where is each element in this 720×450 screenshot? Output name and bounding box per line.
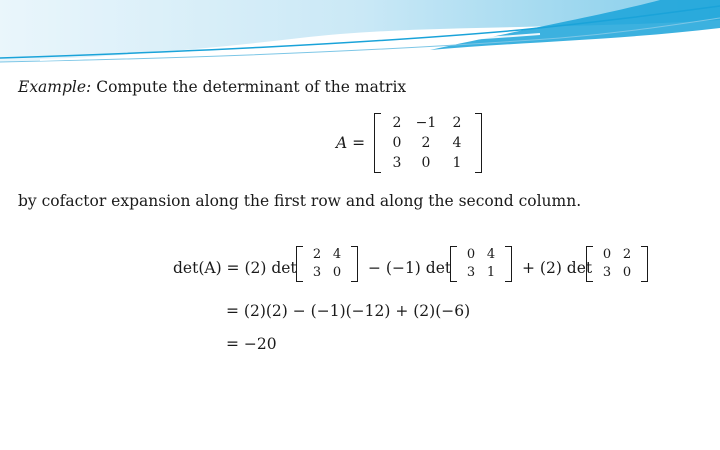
intro-line xyxy=(18,78,406,96)
matrix-cell: −1 xyxy=(415,115,437,131)
example-label: Example: xyxy=(18,78,92,96)
expansion-mid-2: + (2) det xyxy=(522,259,593,277)
intro-text: Compute the determinant of the matrix xyxy=(91,78,407,96)
minor-3 xyxy=(586,246,648,282)
matrix-cell: 4 xyxy=(452,135,462,151)
matrix-cell: 0 xyxy=(622,265,632,280)
matrix-cell: 3 xyxy=(466,265,476,280)
matrix-cell: 0 xyxy=(421,155,431,171)
matrix-cell: 3 xyxy=(602,265,612,280)
matrix-a-lhs: A = xyxy=(336,134,366,152)
matrix-a-cells xyxy=(381,113,475,173)
minor-1-cells xyxy=(303,246,351,282)
matrix-cell: 0 xyxy=(466,247,476,262)
minor-2 xyxy=(450,246,512,282)
expansion-lhs: det(A) = (2) det xyxy=(173,259,297,277)
matrix-cell: 2 xyxy=(392,115,402,131)
cofactor-sentence: by cofactor expansion along the first row and along the second column. xyxy=(18,192,582,210)
expansion-mid-1: − (−1) det xyxy=(368,259,452,277)
matrix-cell: 3 xyxy=(312,265,322,280)
minor-3-cells xyxy=(593,246,641,282)
matrix-cell: 2 xyxy=(622,247,632,262)
minor-1 xyxy=(296,246,358,282)
matrix-cell: 0 xyxy=(392,135,402,151)
matrix-cell: 4 xyxy=(332,247,342,262)
matrix-cell: 0 xyxy=(602,247,612,262)
matrix-cell: 1 xyxy=(452,155,462,171)
matrix-cell: 0 xyxy=(332,265,342,280)
expansion-result: = −20 xyxy=(226,335,277,353)
left-bracket xyxy=(374,113,381,173)
expansion-line-2: = (2)(2) − (−1)(−12) + (2)(−6) xyxy=(226,302,471,320)
matrix-cell: 4 xyxy=(486,247,496,262)
right-bracket xyxy=(475,113,482,173)
minor-2-cells xyxy=(457,246,505,282)
matrix-cell: 3 xyxy=(392,155,402,171)
matrix-cell: 1 xyxy=(486,265,496,280)
matrix-cell: 2 xyxy=(312,247,322,262)
header-wave-decoration xyxy=(0,0,720,75)
matrix-cell: 2 xyxy=(421,135,431,151)
matrix-a xyxy=(374,113,482,173)
matrix-cell: 2 xyxy=(452,115,462,131)
